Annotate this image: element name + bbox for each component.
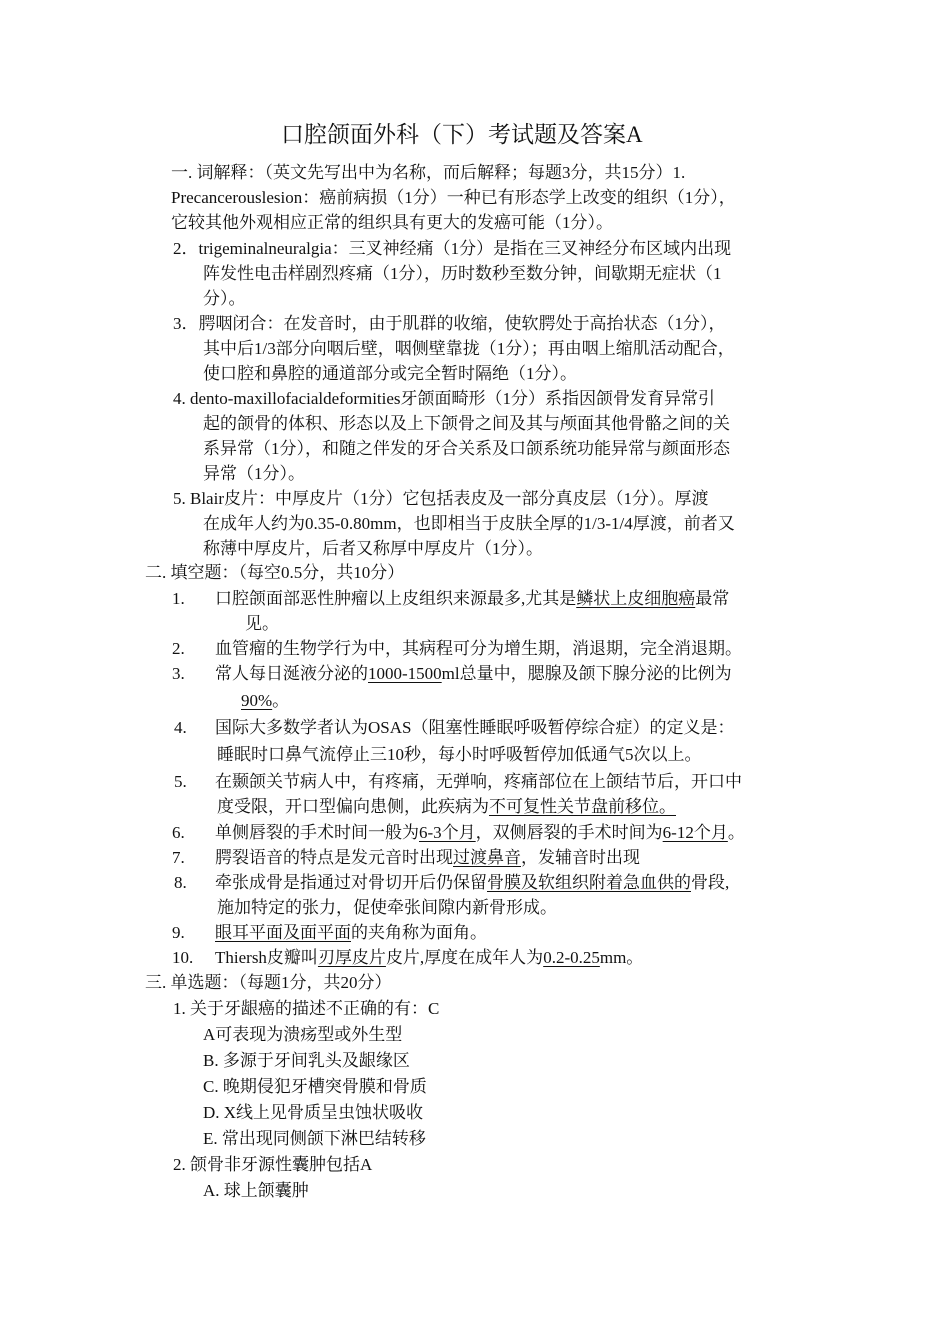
- s1-item1-line2: Precancerouslesion：癌前病损（1分）一种已有形态学上改变的组织（1分），: [171, 188, 736, 207]
- section-1-heading: 一. 词解释：（英文先写出中为名称，而后解释；每题3分，共15分）1.: [171, 163, 686, 182]
- s2-q8-line1: [215, 871, 729, 895]
- s2-q1-num: 1.: [172, 589, 185, 608]
- s2-q3-text-e: 。: [272, 691, 290, 710]
- s3-q1-option-d: D. X线上见骨质呈虫蚀状吸收: [203, 1103, 424, 1122]
- s1-item4-line2: 起的颌骨的体积、形态以及上下颌骨之间及其与颅面其他骨骼之间的关: [203, 414, 730, 433]
- s2-q2-num: 2.: [172, 639, 185, 658]
- s2-q6-text-a: 单侧唇裂的手术时间一般为: [215, 823, 419, 842]
- s2-q8-text-a: 牵张成骨是指通过对骨切开后仍保留: [215, 873, 487, 892]
- s2-q9-num: 9.: [172, 923, 185, 942]
- s1-item4-line4: 异常（1分）。: [203, 464, 305, 483]
- s2-q10-text-a: Thiersh皮瓣叫: [215, 948, 318, 967]
- s2-q10-num: 10.: [172, 948, 194, 967]
- s2-q6-text-c: ，双侧唇裂的手术时间为: [475, 823, 663, 842]
- s3-q1-option-c: C. 晚期侵犯牙槽突骨膜和骨质: [203, 1077, 427, 1096]
- s2-q10-answer-2: 0.2-0.25: [543, 948, 600, 967]
- s1-item3-line1: 3．腭咽闭合：在发音时，由于肌群的收缩，使软腭处于高抬状态（1分），: [173, 314, 726, 333]
- s1-item5-line1: 5. Blair皮片：中厚皮片（1分）它包括表皮及一部分真皮层（1分）。厚渡: [173, 489, 709, 508]
- s2-q1-text-c: 最常: [695, 589, 730, 608]
- s2-q6-line1: [215, 821, 745, 845]
- s2-q1-line1: [215, 587, 729, 611]
- s2-q10-line1: [215, 946, 643, 970]
- s2-q7-num: 7.: [172, 848, 185, 867]
- s3-q1-option-b: B. 多源于牙间乳头及龈缘区: [203, 1051, 410, 1070]
- s2-q8-text-c: 骨段,: [691, 873, 730, 892]
- section-2-heading: 二. 填空题：（每空0.5分，共10分）: [145, 563, 405, 582]
- s1-item2-line1: 2．trigeminalneuralgia：三叉神经痛（1分）是指在三叉神经分布区域内出现: [173, 239, 732, 258]
- page-title: 口腔颌面外科（下）考试题及答案A: [281, 122, 643, 147]
- s2-q5-line1: 在颞颌关节病人中，有疼痛，无弹响，疼痛部位在上颌结节后，开口中: [215, 772, 742, 791]
- s2-q9-answer: 眼耳平面及面平面: [215, 923, 351, 942]
- s3-q1-option-e: E. 常出现同侧颌下淋巴结转移: [203, 1129, 426, 1148]
- s2-q3-answer-1: 1000-1500: [368, 664, 442, 683]
- s3-q2-option-a: A. 球上颌囊肿: [203, 1181, 309, 1200]
- s2-q7-text-a: 腭裂语音的特点是发元音时出现: [215, 848, 453, 867]
- s2-q7-answer: 过渡鼻音: [453, 848, 521, 867]
- s2-q5-line2: [217, 795, 676, 819]
- s3-q1-option-a: A可表现为溃疡型或外生型: [203, 1025, 403, 1044]
- s2-q3-line1: [215, 662, 732, 686]
- s2-q3-line2: [241, 689, 289, 713]
- s2-q3-answer-2: 90%: [241, 691, 273, 710]
- s2-q8-line2: 施加特定的张力，促使牵张间隙内新骨形成。: [217, 898, 557, 917]
- s2-q1-text-a: 口腔颌面部恶性肿瘤以上皮组织来源最多,尤其是: [215, 589, 577, 608]
- s2-q10-text-c: 皮片,厚度在成年人为: [385, 948, 544, 967]
- s2-q10-text-e: mm。: [599, 948, 644, 967]
- s2-q4-line2: 睡眠时口鼻气流停止三10秒，每小时呼吸暂停加低通气5次以上。: [217, 745, 702, 764]
- s2-q4-num: 4.: [174, 718, 187, 737]
- s2-q8-answer: 骨膜及软组织附着急血供的: [487, 873, 691, 892]
- s2-q9-line1: [215, 921, 487, 945]
- s2-q6-answer-2: 6-12个月: [662, 823, 728, 842]
- s2-q7-line1: [215, 846, 640, 870]
- s2-q9-text-b: 的夹角称为面角。: [351, 923, 487, 942]
- s2-q3-num: 3.: [172, 664, 185, 683]
- s1-item5-line2: 在成年人约为0.35-0.80mm，也即相当于皮肤全厚的1/3-1/4厚渡，前者又: [203, 514, 735, 533]
- s1-item2-line3: 分）。: [203, 289, 246, 308]
- s2-q4-line1: 国际大多数学者认为OSAS（阻塞性睡眠呼吸暂停综合症）的定义是：: [215, 718, 735, 737]
- s3-q1-stem: 1. 关于牙龈癌的描述不正确的有：C: [173, 999, 440, 1018]
- s2-q7-text-c: ，发辅音时出现: [521, 848, 640, 867]
- s2-q1-line2: 见。: [245, 614, 279, 633]
- s1-item3-line2: 其中后1/3部分向咽后壁，咽侧壁靠拢（1分）；再由咽上缩肌活动配合，: [203, 339, 735, 358]
- section-3-heading: 三. 单选题：（每题1分，共20分）: [145, 973, 392, 992]
- s1-item1-line3: 它较其他外观相应正常的组织具有更大的发癌可能（1分）。: [171, 213, 613, 232]
- s2-q6-num: 6.: [172, 823, 185, 842]
- s2-q6-answer-1: 6-3个月: [419, 823, 476, 842]
- s1-item4-line1: 4. dento-maxillofacialdeformities牙颌面畸形（1分）系指因颌骨发育异常引: [173, 389, 716, 408]
- s1-item4-line3: 系异常（1分），和随之伴发的牙合关系及口颌系统功能异常与颜面形态: [203, 439, 730, 458]
- s2-q6-text-e: 。: [727, 823, 745, 842]
- s1-item2-line2: 阵发性电击样剧烈疼痛（1分），历时数秒至数分钟，间歇期无症状（1: [203, 264, 722, 283]
- s1-item3-line3: 使口腔和鼻腔的通道部分或完全暂时隔绝（1分）。: [203, 364, 577, 383]
- s2-q2-line1: 血管瘤的生物学行为中，其病程可分为增生期，消退期，完全消退期。: [215, 639, 742, 658]
- s1-item5-line3: 称薄中厚皮片，后者又称厚中厚皮片（1分）。: [203, 539, 543, 558]
- s2-q3-text-a: 常人每日涎液分泌的: [215, 664, 368, 683]
- s2-q5-text-b: 度受限，开口型偏向患侧，此疾病为: [217, 797, 489, 816]
- s2-q1-answer: 鳞状上皮细胞癌: [576, 589, 696, 608]
- s2-q10-answer-1: 刃厚皮片: [317, 948, 386, 967]
- s2-q8-num: 8.: [174, 873, 187, 892]
- s2-q3-text-c: ml总量中，腮腺及颌下腺分泌的比例为: [441, 664, 732, 683]
- s2-q5-answer: 不可复性关节盘前移位。: [489, 797, 676, 816]
- s2-q5-num: 5.: [174, 772, 187, 791]
- s3-q2-stem: 2. 颌骨非牙源性囊肿包括A: [173, 1155, 373, 1174]
